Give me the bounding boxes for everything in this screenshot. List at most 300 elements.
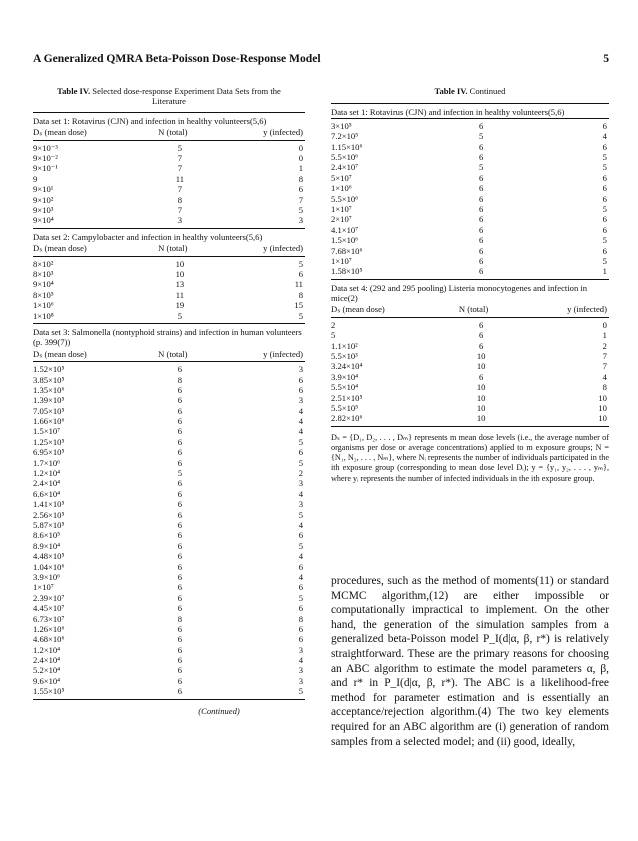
cell-infected: 6 [602, 183, 607, 194]
table-row [331, 320, 609, 330]
cell-dose: 1.26×10⁶ [33, 623, 65, 634]
cell-dose: 1.52×10⁵ [33, 364, 65, 375]
cell-total: 6 [478, 266, 484, 277]
table-row [331, 194, 609, 204]
cell-dose: 4.1×10⁷ [331, 224, 359, 235]
cell-dose: 1.04×10⁶ [33, 561, 65, 572]
cell-total: 6 [478, 214, 484, 225]
cell-infected: 4 [602, 371, 607, 382]
cell-infected: 5 [602, 203, 607, 214]
table-row [33, 676, 305, 686]
body-paragraph: procedures, such as the method of moments(11) or standard MCMC algorithm,(12) are either impossible or computationally impractical to implement. On the other hand, the generation of the simulation samples from a generalized beta-Poisson model P_I(d|α, β, r*) is relatively straightforward. These are the primary reasons for choosing an ABC algorithm to estimate the model parameters α, β, and r* in P_I(d|α, β, r*). The ABC is a likelihood-free method for parameter estimation and is essentially an acceptance/rejection algorithm.(4) The two key elements required for an ABC algorithm are (i) generation of random samples from a selected model; and (ii) good, ideally, [331, 575, 609, 748]
table-row [33, 499, 305, 509]
cell-dose: 5.5×10⁶ [331, 151, 359, 162]
cell-dose: 3×10⁵ [331, 120, 352, 131]
cell-infected: 5 [298, 204, 303, 215]
cell-total: 6 [177, 447, 183, 458]
cell-total: 6 [177, 395, 183, 406]
cell-total: 6 [177, 457, 183, 468]
cell-dose: 8×10³ [33, 268, 54, 279]
cell-infected: 6 [298, 582, 303, 593]
column-header-total: N (total) [458, 304, 489, 315]
cell-dose: 1.25×10⁵ [33, 436, 65, 447]
table-body [33, 362, 305, 699]
table-row [33, 290, 305, 300]
cell-dose: 1×10⁶ [33, 300, 54, 311]
cell-total: 6 [177, 478, 183, 489]
cell-total: 6 [177, 405, 183, 416]
cell-infected: 6 [298, 374, 303, 385]
cell-dose: 2.51×10⁵ [331, 392, 363, 403]
cell-dose: 5 [331, 330, 336, 341]
cell-infected: 3 [298, 665, 303, 676]
cell-dose: 5.5×10⁴ [331, 382, 359, 393]
cell-dose: 8.9×10⁴ [33, 540, 61, 551]
table-row [33, 426, 305, 436]
table-row [33, 143, 305, 153]
table-row [33, 174, 305, 184]
caption-text: Selected dose-response Experiment Data Sets from the Literature [92, 86, 281, 107]
table-caption [33, 86, 305, 107]
table-row [33, 153, 305, 163]
table-row [33, 269, 305, 279]
cell-total: 6 [177, 623, 183, 634]
cell-total: 6 [478, 235, 484, 246]
cell-infected: 3 [298, 499, 303, 510]
cell-infected: 6 [602, 245, 607, 256]
cell-dose: 6.73×10⁷ [33, 613, 65, 624]
table-row [331, 142, 609, 152]
table-row [33, 447, 305, 457]
right-tables [331, 103, 609, 426]
cell-infected: 7 [602, 361, 607, 372]
cell-total: 6 [177, 665, 183, 676]
right-column [331, 86, 609, 484]
cell-total: 6 [177, 436, 183, 447]
table-row [33, 416, 305, 426]
cell-dose: 9×10¹ [33, 184, 54, 195]
cell-total: 6 [478, 224, 484, 235]
table-row [331, 341, 609, 351]
column-header-total: N (total) [158, 348, 188, 359]
cell-dose: 2.56×10⁵ [33, 509, 65, 520]
cell-dose: 3.24×10⁴ [331, 361, 363, 372]
cell-dose: 9×10⁴ [33, 279, 54, 290]
cell-dose: 1×10⁷ [331, 203, 352, 214]
table-row [33, 665, 305, 675]
table-row [331, 183, 609, 193]
table-row [331, 413, 609, 423]
cell-total: 5 [478, 131, 484, 142]
cell-dose: 5.5×10⁶ [331, 193, 359, 204]
table-row [33, 385, 305, 395]
cell-total: 6 [177, 416, 183, 427]
table-row [33, 311, 305, 321]
table-row [331, 393, 609, 403]
cell-infected: 10 [598, 403, 607, 414]
table-row [33, 406, 305, 416]
cell-infected: 6 [298, 634, 303, 645]
cell-infected: 0 [298, 153, 303, 164]
table-row [331, 121, 609, 131]
table-row [331, 235, 609, 245]
cell-infected: 4 [298, 405, 303, 416]
cell-total: 6 [478, 172, 484, 183]
table-row [33, 478, 305, 488]
cell-dose: 1.2×10⁴ [33, 644, 61, 655]
cell-total: 6 [177, 686, 183, 697]
cell-infected: 4 [298, 488, 303, 499]
table-rule [331, 279, 609, 280]
table-row [33, 686, 305, 696]
table-row [331, 246, 609, 256]
cell-infected: 6 [602, 224, 607, 235]
cell-total: 10 [476, 403, 486, 414]
table-row [33, 593, 305, 603]
cell-total: 10 [175, 268, 185, 279]
cell-dose: 2.4×10⁷ [331, 162, 359, 173]
cell-infected: 4 [298, 519, 303, 530]
cell-dose: 4.68×10⁶ [33, 634, 65, 645]
cell-total: 8 [177, 194, 183, 205]
table-rule [331, 103, 609, 104]
table-row [331, 266, 609, 276]
cell-dose: 4.48×10⁵ [33, 551, 65, 562]
table-row [331, 131, 609, 141]
cell-total: 6 [478, 340, 484, 351]
cell-infected: 10 [598, 392, 607, 403]
table-row [33, 215, 305, 225]
cell-infected: 5 [602, 235, 607, 246]
cell-total: 19 [175, 300, 185, 311]
cell-total: 10 [476, 351, 486, 362]
cell-total: 10 [476, 361, 486, 372]
cell-dose: 1.66×10⁶ [33, 416, 65, 427]
page-number: 5 [603, 52, 609, 65]
cell-infected: 6 [602, 120, 607, 131]
caption-label: Table IV. [434, 86, 468, 96]
cell-dose: 7.68×10⁶ [331, 245, 363, 256]
table-rule [331, 426, 609, 427]
dataset-title: Data set 2: Campylobacter and infection in healthy volunteers(5,6) [33, 231, 263, 242]
cell-total: 7 [177, 184, 183, 195]
column-header-infected: y (infected) [263, 243, 303, 254]
cell-dose: 1.58×10⁵ [331, 266, 363, 277]
cell-total: 5 [478, 162, 484, 173]
cell-dose: 7.05×10⁵ [33, 405, 65, 416]
cell-infected: 6 [298, 530, 303, 541]
table-row [33, 300, 305, 310]
table-row [33, 634, 305, 644]
column-header-dose: Dₛ (mean dose) [33, 127, 87, 138]
cell-dose: 5×10⁷ [331, 172, 352, 183]
table-row [33, 530, 305, 540]
table-row [33, 645, 305, 655]
cell-dose: 2.4×10⁴ [33, 655, 61, 666]
table-row [33, 205, 305, 215]
table-row [33, 510, 305, 520]
cell-total: 6 [177, 509, 183, 520]
cell-total: 6 [177, 426, 183, 437]
cell-total: 10 [175, 258, 185, 269]
cell-dose: 1.35×10⁶ [33, 384, 65, 395]
cell-dose: 9×10² [33, 194, 54, 205]
cell-dose: 3.9×10⁶ [33, 571, 61, 582]
table-row [33, 195, 305, 205]
cell-total: 6 [177, 499, 183, 510]
table-row [33, 458, 305, 468]
cell-infected: 2 [298, 468, 303, 479]
table-row [33, 572, 305, 582]
cell-total: 10 [476, 413, 486, 424]
cell-total: 6 [177, 592, 183, 603]
table-row [331, 361, 609, 371]
table-body [331, 119, 609, 279]
cell-infected: 6 [298, 447, 303, 458]
cell-infected: 5 [298, 592, 303, 603]
cell-total: 6 [177, 582, 183, 593]
cell-infected: 5 [602, 151, 607, 162]
cell-total: 10 [476, 392, 486, 403]
cell-dose: 1.15×10⁶ [331, 141, 363, 152]
table-row [331, 372, 609, 382]
cell-infected: 1 [602, 266, 607, 277]
cell-dose: 5.87×10⁵ [33, 519, 65, 530]
cell-infected: 8 [298, 173, 303, 184]
cell-total: 13 [175, 279, 185, 290]
cell-total: 6 [478, 371, 484, 382]
cell-total: 6 [177, 519, 183, 530]
cell-total: 6 [478, 330, 484, 341]
column-header-row [33, 126, 305, 139]
cell-infected: 11 [294, 279, 303, 290]
table-row [331, 162, 609, 172]
cell-total: 7 [177, 204, 183, 215]
cell-total: 6 [177, 364, 183, 375]
cell-infected: 5 [602, 255, 607, 266]
column-header-infected: y (infected) [263, 127, 303, 138]
cell-infected: 3 [298, 644, 303, 655]
cell-infected: 10 [598, 413, 607, 424]
column-header-row [33, 242, 305, 255]
dataset-title: Data set 3: Salmonella (nontyphoid strains) and infection in human volunteers (p. 399(7)) [33, 326, 302, 348]
table-rule [33, 699, 305, 700]
cell-infected: 4 [298, 655, 303, 666]
table-body [33, 141, 305, 228]
cell-infected: 5 [298, 457, 303, 468]
cell-total: 6 [478, 120, 484, 131]
table-row [331, 351, 609, 361]
column-header-dose: Dₛ (mean dose) [33, 243, 87, 254]
table-row [331, 330, 609, 340]
cell-dose: 8×10² [33, 258, 54, 269]
cell-total: 6 [478, 319, 484, 330]
cell-infected: 6 [602, 141, 607, 152]
cell-total: 6 [177, 655, 183, 666]
cell-infected: 6 [298, 603, 303, 614]
table-row [33, 468, 305, 478]
cell-dose: 3.85×10⁵ [33, 374, 65, 385]
cell-total: 6 [478, 245, 484, 256]
cell-infected: 7 [298, 194, 303, 205]
table-row [331, 152, 609, 162]
cell-total: 6 [177, 551, 183, 562]
table-row [331, 173, 609, 183]
cell-total: 10 [476, 382, 486, 393]
table-row [33, 259, 305, 269]
cell-dose: 5.5×10⁵ [331, 403, 359, 414]
cell-infected: 4 [602, 131, 607, 142]
table-row [33, 395, 305, 405]
cell-infected: 6 [298, 561, 303, 572]
cell-total: 6 [478, 203, 484, 214]
running-header [33, 52, 609, 68]
table-row [33, 163, 305, 173]
cell-dose: 1×10⁸ [33, 310, 54, 321]
cell-dose: 9×10⁻³ [33, 142, 58, 153]
cell-dose: 6.6×10⁴ [33, 488, 61, 499]
table-body [33, 257, 305, 323]
table-row [331, 225, 609, 235]
cell-infected: 6 [298, 623, 303, 634]
column-header-dose: Dₛ (mean dose) [33, 348, 87, 359]
cell-total: 7 [177, 153, 183, 164]
cell-infected: 3 [298, 478, 303, 489]
cell-total: 6 [177, 634, 183, 645]
cell-dose: 7.2×10⁵ [331, 131, 359, 142]
cell-infected: 8 [602, 382, 607, 393]
cell-total: 8 [177, 613, 183, 624]
cell-total: 11 [175, 289, 184, 300]
table-row [33, 437, 305, 447]
cell-infected: 6 [602, 172, 607, 183]
cell-dose: 6.95×10⁵ [33, 447, 65, 458]
cell-total: 5 [177, 142, 183, 153]
cell-dose: 9 [33, 173, 38, 184]
cell-dose: 3.9×10⁴ [331, 371, 359, 382]
cell-total: 6 [177, 561, 183, 572]
table-row [33, 624, 305, 634]
cell-infected: 5 [298, 310, 303, 321]
table-row [331, 256, 609, 266]
table-row [33, 614, 305, 624]
cell-infected: 5 [298, 436, 303, 447]
cell-infected: 3 [298, 675, 303, 686]
table-row [33, 603, 305, 613]
cell-infected: 5 [298, 258, 303, 269]
table-row [33, 364, 305, 374]
cell-infected: 5 [298, 540, 303, 551]
cell-dose: 1.1×10² [331, 340, 358, 351]
cell-infected: 15 [294, 300, 303, 311]
cell-total: 6 [177, 603, 183, 614]
cell-infected: 4 [298, 551, 303, 562]
continued-label: (Continued) [198, 705, 240, 716]
cell-dose: 2.4×10⁴ [33, 478, 61, 489]
column-header-row [33, 348, 305, 361]
cell-dose: 1.5×10⁶ [331, 235, 359, 246]
cell-dose: 5.2×10⁴ [33, 665, 61, 676]
cell-infected: 3 [298, 364, 303, 375]
cell-total: 8 [177, 374, 183, 385]
cell-infected: 0 [602, 319, 607, 330]
cell-infected: 6 [298, 268, 303, 279]
caption-label: Table IV. [57, 86, 91, 96]
table-row [331, 214, 609, 224]
table-row [33, 562, 305, 572]
cell-total: 6 [478, 141, 484, 152]
column-header-row [331, 303, 609, 316]
cell-total: 11 [175, 173, 184, 184]
cell-infected: 7 [602, 351, 607, 362]
table-row [33, 184, 305, 194]
left-column [33, 86, 305, 716]
column-header-total: N (total) [158, 243, 188, 254]
cell-dose: 4.45×10⁷ [33, 603, 65, 614]
cell-infected: 0 [298, 142, 303, 153]
cell-dose: 1.2×10⁴ [33, 468, 61, 479]
cell-infected: 8 [298, 613, 303, 624]
table-rule [33, 323, 305, 324]
table-row [33, 489, 305, 499]
cell-infected: 6 [602, 214, 607, 225]
column-header-infected: y (infected) [263, 348, 303, 359]
cell-dose: 1×10⁷ [33, 582, 54, 593]
cell-dose: 9×10³ [33, 204, 54, 215]
table-row [33, 279, 305, 289]
cell-infected: 5 [298, 509, 303, 520]
cell-total: 6 [177, 384, 183, 395]
cell-dose: 9×10⁴ [33, 215, 54, 226]
cell-dose: 2.39×10⁷ [33, 592, 65, 603]
cell-infected: 6 [298, 184, 303, 195]
table-row [331, 382, 609, 392]
cell-dose: 2 [331, 319, 336, 330]
cell-dose: 8.6×10⁵ [33, 530, 61, 541]
cell-dose: 5.5×10³ [331, 351, 358, 362]
cell-dose: 1×10⁷ [331, 255, 352, 266]
cell-total: 6 [478, 255, 484, 266]
cell-infected: 5 [298, 686, 303, 697]
cell-dose: 1.39×10⁵ [33, 395, 65, 406]
cell-infected: 4 [298, 426, 303, 437]
cell-total: 6 [177, 644, 183, 655]
table-row [33, 375, 305, 385]
cell-infected: 2 [602, 340, 607, 351]
cell-infected: 5 [602, 162, 607, 173]
cell-infected: 3 [298, 395, 303, 406]
cell-dose: 2.82×10⁶ [331, 413, 363, 424]
column-header-dose: Dₛ (mean dose) [331, 304, 385, 315]
cell-infected: 3 [298, 215, 303, 226]
table-row [33, 551, 305, 561]
cell-infected: 6 [602, 193, 607, 204]
cell-total: 3 [177, 215, 183, 226]
table-row [33, 655, 305, 665]
left-tables [33, 112, 305, 700]
table-row [33, 520, 305, 530]
dataset-title: Data set 1: Rotavirus (CJN) and infection in healthy volunteers(5,6) [33, 115, 267, 126]
cell-infected: 4 [298, 571, 303, 582]
cell-dose: 9×10⁻¹ [33, 163, 58, 174]
cell-infected: 6 [298, 384, 303, 395]
running-title: A Generalized QMRA Beta-Poisson Dose-Response Model [33, 52, 321, 65]
table-row [33, 582, 305, 592]
cell-dose: 9.6×10⁴ [33, 675, 61, 686]
cell-total: 6 [177, 488, 183, 499]
cell-dose: 1.5×10⁷ [33, 426, 61, 437]
table-caption-continued [331, 86, 609, 96]
